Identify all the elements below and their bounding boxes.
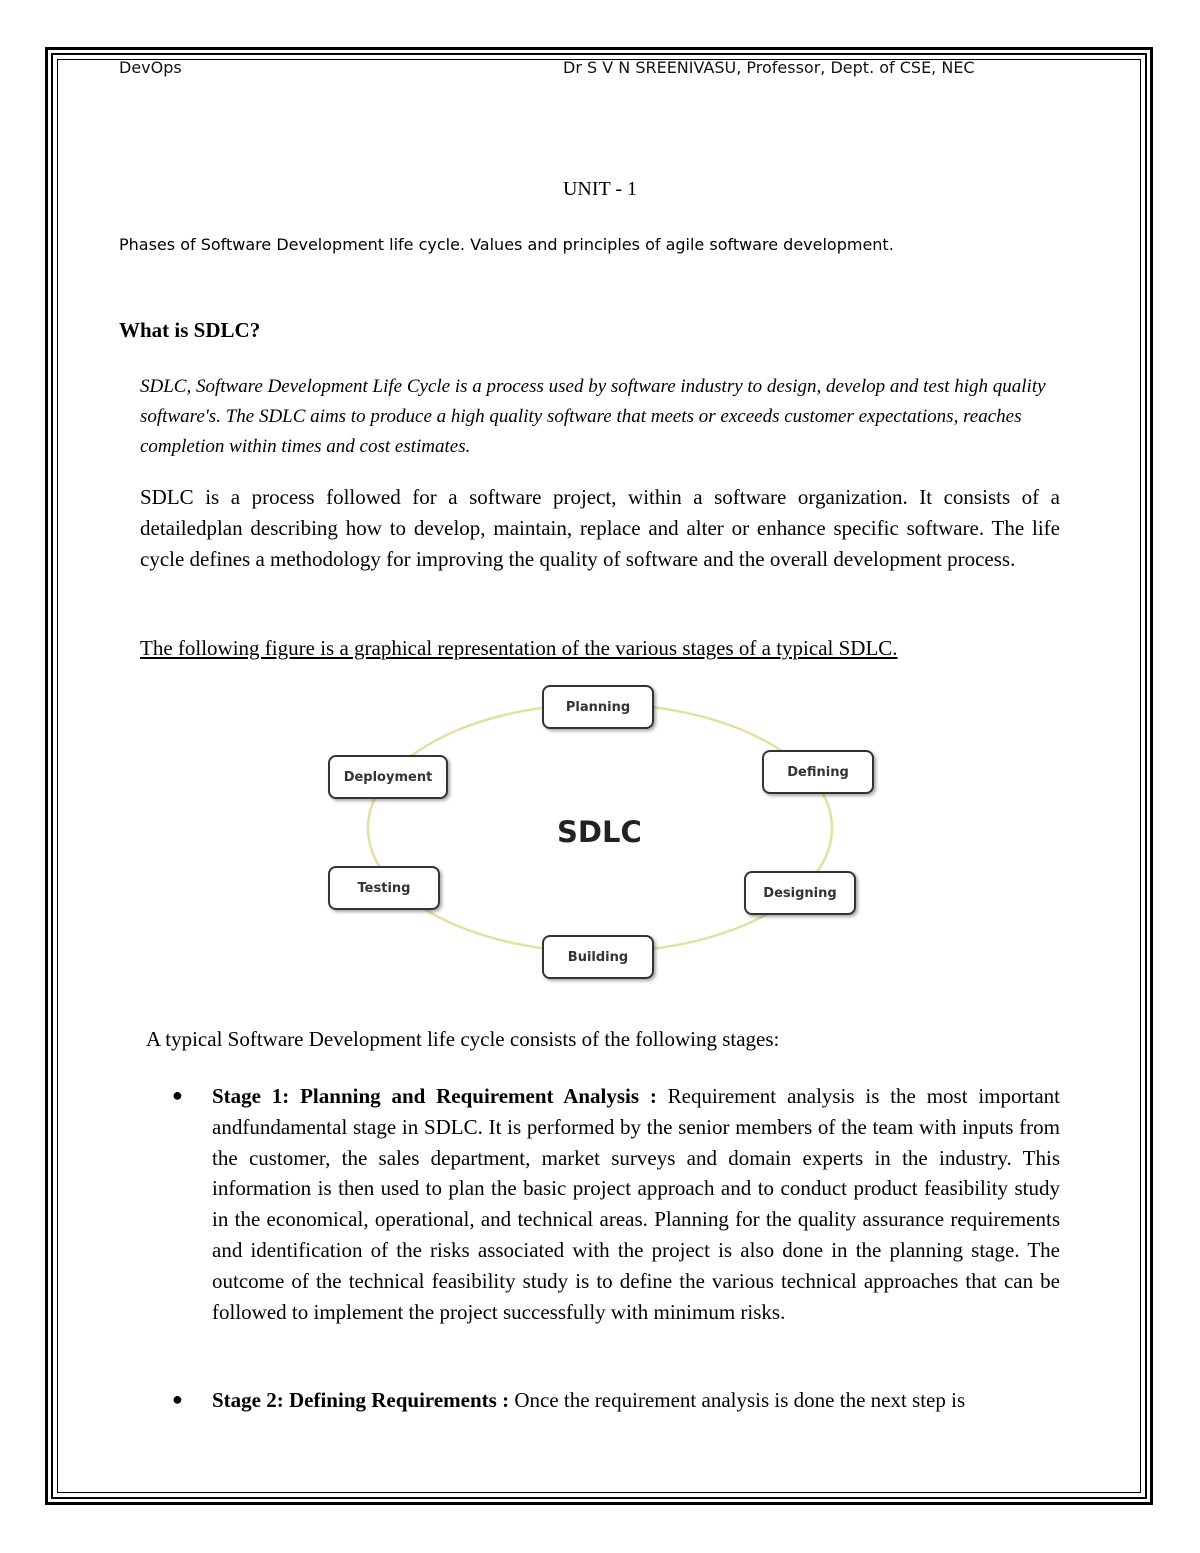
stage-node-planning: Planning [542, 685, 654, 729]
header-author: Dr S V N SREENIVASU, Professor, Dept. of CSE, NEC [563, 58, 975, 77]
stage-1-title: Stage 1: Planning and Requirement Analysis : [212, 1084, 657, 1108]
stages-intro: A typical Software Development life cycle consists of the following stages: [146, 1027, 780, 1051]
section-heading: What is SDLC? [119, 318, 261, 342]
header-course: DevOps [119, 58, 182, 77]
sdlc-cycle-diagram [320, 678, 890, 988]
stage-1-text: Requirement analysis is the most important andfundamental stage in SDLC. It is performed by the senior members of the team with inputs from the customer, the sales department, market surveys and domain experts in the industry. This information is then used to plan the basic project approach and to conduct product feasibility study in the economical, operational, and technical areas. Planning for the quality assurance requirements and identification of the risks associated with the project is also done in the planning stage. The outcome of the technical feasibility study is to define the various technical approaches that can be followed to implement the project successfully with minimum risks. [212, 1084, 1060, 1324]
stage-item-1 [212, 1081, 1060, 1327]
stage-node-designing: Designing [744, 871, 856, 915]
stage-node-testing: Testing [328, 866, 440, 910]
bullet-marker: ● [172, 1389, 183, 1409]
diagram-center-title: SDLC [557, 815, 642, 849]
stage-node-deployment: Deployment [328, 755, 448, 799]
stage-node-defining: Defining [762, 750, 874, 794]
figure-caption: The following figure is a graphical representation of the various stages of a typical SDLC. [140, 636, 898, 660]
sdlc-definition: SDLC, Software Development Life Cycle is a process used by software industry to design, develop and test high quality software's. The SDLC aims to produce a high quality software that meets or exceeds customer expectations, reaches completion within times and cost estimates. [140, 376, 1046, 457]
unit-topics: Phases of Software Development life cycle. Values and principles of agile software development. [119, 235, 894, 254]
stage-node-building: Building [542, 935, 654, 979]
sdlc-description: SDLC is a process followed for a software project, within a software organization. It consists of a detailedplan describing how to develop, maintain, replace and alter or enhance specific software. The life cycle defines a methodology for improving the quality of software and the overall development process. [140, 485, 1060, 571]
bullet-marker: ● [172, 1085, 183, 1105]
unit-title: UNIT - 1 [562, 178, 638, 200]
stage-2-title: Stage 2: Defining Requirements : [212, 1388, 510, 1412]
stage-2-text: Once the requirement analysis is done the next step is [509, 1388, 966, 1412]
stage-item-2 [212, 1385, 1060, 1416]
